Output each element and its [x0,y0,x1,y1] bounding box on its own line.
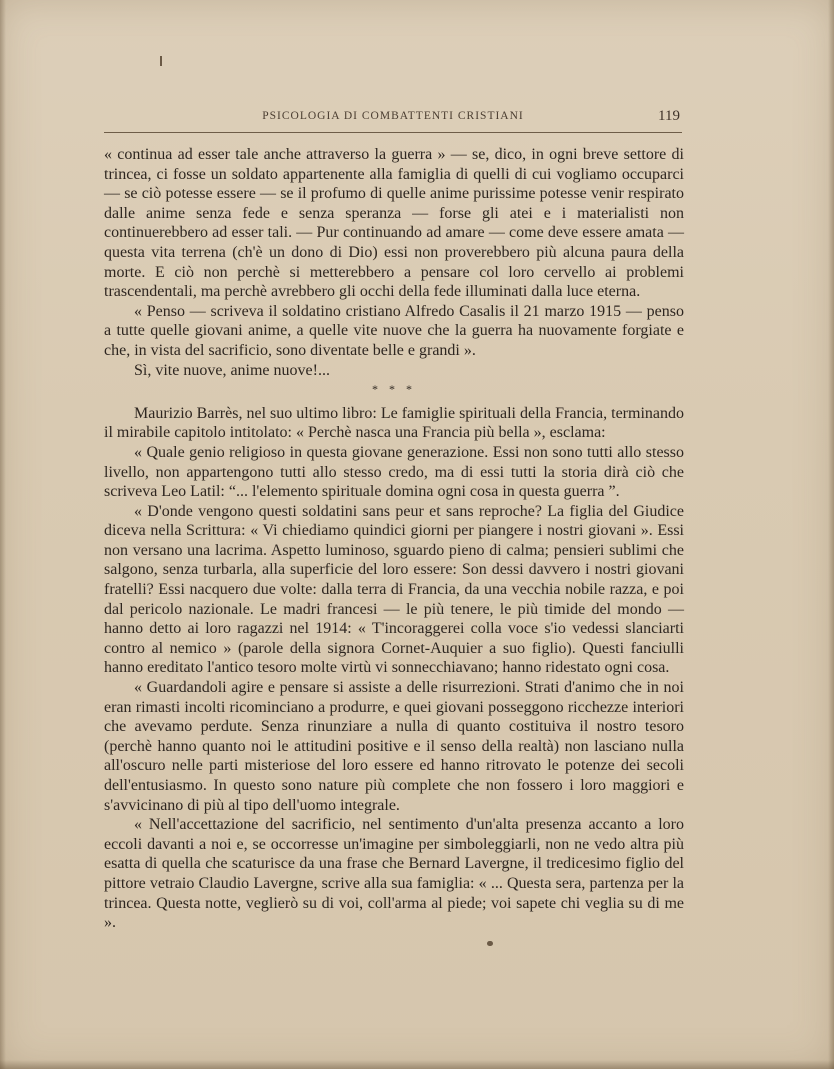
paragraph: « Guardandoli agire e pensare si assiste a delle risurrezioni. Strati d'animo che in noi eran rimasti incolti ricominciano a produrre, e quei giovani posseggono ricchezze interiori che avevamo perdute. Senza rinunziare a nulla di quanto costituiva il nostro tesoro (perchè hanno quanto noi le attitudini positive e il senso della realtà) non lasciano nulla all'oscuro nelle parti misteriose del loro essere ed hanno ritrovato le potenze dei secoli dell'entusiasmo. In questo sono nature più complete che non fossero i loro maggiori e s'avvicinano di più al tipo dell'uomo integrale. [104,679,684,814]
paper-speck [487,941,493,946]
paragraph: « continua ad esser tale anche attraverso la guerra » — se, dico, in ogni breve settore di trincea, ci fosse un soldato appartenente alla famiglia di quelli di cui vogliamo occuparci — se ciò potesse essere — se il profumo di quelle anime purissime potesse venir respirato dalle anime senza fede e senza speranza — forse gli atei e i materialisti non continuerebbero ad esser tali. — Pur continuando ad amare — come deve essere amata — questa vita terrena (ch'è un dono di Dio) essi non proverebbero più alcuna paura della morte. E ciò non perchè si metterebbero a pensare col loro cervello ai problemi trascendentali, ma perchè avrebbero gli occhi della fede illuminati dalla luce eterna. [104,146,684,301]
running-head: PSICOLOGIA DI COMBATTENTI CRISTIANI [262,110,524,122]
paragraph: Maurizio Barrès, nel suo ultimo libro: Le famiglie spirituali della Francia, terminando il mirabile capitolo intitolato: « Perchè nasca una Francia più bella », esclama: [104,404,684,442]
body-text [104,145,684,933]
page-edge-shadow [0,0,6,1069]
paragraph: « Penso — scriveva il soldatino cristiano Alfredo Casalis il 21 marzo 1915 — penso a tutte quelle giovani anime, a quelle vite nuove che la guerra ha nuovamente forgiate e che, in vista del sacrificio, sono diventate belle e grandi ». [104,302,684,359]
paragraph: « D'onde vengono questi soldatini sans peur et sans reproche? La figlia del Giudice diceva nella Scrittura: « Vi chiediamo quindici giorni per piangere i nostri giovani ». Essi non versano una lacrima. Aspetto luminoso, sguardo pieno di calma; pensieri sublimi che salgono, senza turbarla, alla superficie del loro essere: Son dessi davvero i nostri giovani fratelli? Essi nacquero due volte: dalla terra di Francia, da una vecchia nobile razza, e poi dal pericolo nazionale. Le madri francesi — le più tenere, le più timide del mondo — hanno detto ai loro ragazzi nel 1914: « T'incoraggerei colla voce s'io vedessi slanciarti contro al nemico » (parole della signora Cornet-Auquier a suo figlio). Questi fanciulli hanno ereditato l'antico tesoro molte virtù vi sonnecchiavano; hanno ridestato ogni cosa. [104,502,684,677]
paper-speck [160,56,162,66]
page-header [104,108,682,133]
page-edge-shadow [828,0,834,1069]
paragraph: Sì, vite nuove, anime nuove!... [134,361,330,379]
paragraph: « Quale genio religioso in questa giovane generazione. Essi non sono tutti allo stesso livello, non appartengono tutti allo stesso credo, ma di essi tutti la storia dirà ciò che scriveva Leo Latil: “... l'elemento spirituale domina ogni cosa in questa guerra ”. [104,443,684,501]
page-number: 119 [658,108,680,124]
page-edge-shadow [0,1060,834,1069]
paragraph: « Nell'accettazione del sacrificio, nel sentimento d'un'alta presenza accanto a loro eccoli davanti a noi e, se occorresse un'imagine per simboleggiarli, non ne vedo altra più esatta di quella che scaturisce da una frase che Bernard Lavergne, il tredicesimo figlio del pittore vetraio Claudio Lavergne, scrive alla sua famiglia: « ... Questa sera, partenza per la trincea. Questa notte, veglierò su di voi, coll'arma al piede; voi sapete chi veglia su di me ». [104,816,684,932]
section-separator: * * * [372,382,416,397]
